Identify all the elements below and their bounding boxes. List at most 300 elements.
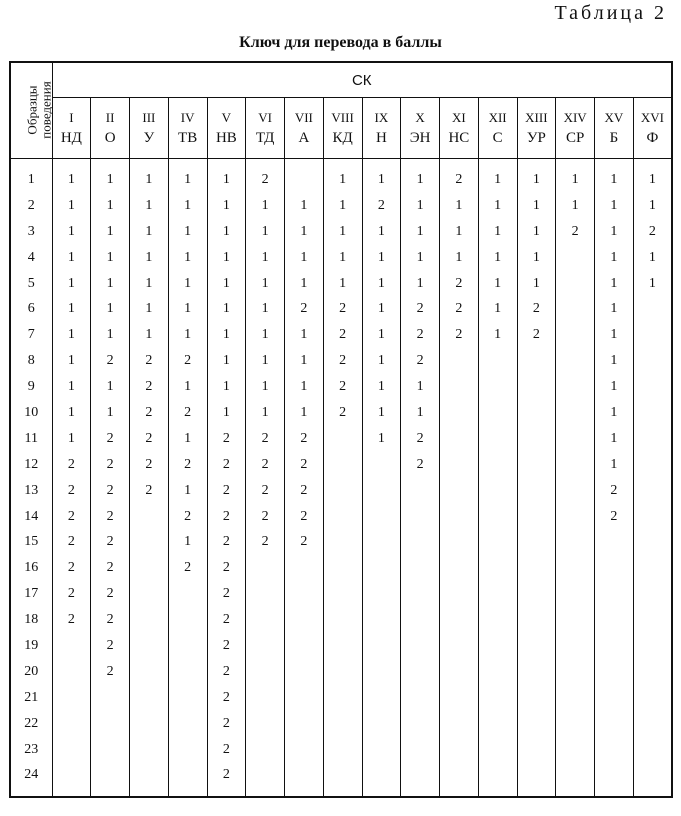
score-cell xyxy=(595,581,634,607)
scale-header xyxy=(168,98,207,159)
scale-number: XI xyxy=(452,110,466,125)
score-cell xyxy=(52,633,91,659)
score-cell: 2 xyxy=(91,581,130,607)
score-cell: 2 xyxy=(130,374,169,400)
scale-abbreviation: Ф xyxy=(646,130,659,146)
score-cell xyxy=(478,504,517,530)
score-cell xyxy=(130,504,169,530)
table-row xyxy=(10,193,672,219)
score-cell: 1 xyxy=(168,478,207,504)
score-cell xyxy=(401,711,440,737)
scale-abbreviation: КД xyxy=(332,130,353,146)
score-cell xyxy=(595,555,634,581)
scale-number: IX xyxy=(374,110,389,125)
score-cell xyxy=(130,529,169,555)
score-cell: 2 xyxy=(246,504,285,530)
score-cell: 1 xyxy=(595,245,634,271)
score-cell: 1 xyxy=(168,193,207,219)
score-cell: 1 xyxy=(440,245,479,271)
score-cell: 2 xyxy=(52,529,91,555)
score-cell: 1 xyxy=(285,193,324,219)
scale-abbreviation: НД xyxy=(60,130,82,146)
score-cell: 2 xyxy=(168,555,207,581)
scale-number: V xyxy=(221,110,232,125)
scale-header xyxy=(595,98,634,159)
score-cell: 1 xyxy=(595,167,634,193)
scale-header xyxy=(246,98,285,159)
table-row xyxy=(10,607,672,633)
table-row xyxy=(10,737,672,763)
score-cell: 2 xyxy=(246,426,285,452)
score-cell: 1 xyxy=(52,219,91,245)
scale-header xyxy=(323,98,362,159)
score-cell: 1 xyxy=(52,245,91,271)
score-cell: 2 xyxy=(91,348,130,374)
behavior-sample-number: 1 xyxy=(10,167,52,193)
score-cell xyxy=(633,348,672,374)
score-cell: 1 xyxy=(362,322,401,348)
behavior-sample-number: 23 xyxy=(10,737,52,763)
score-cell xyxy=(440,633,479,659)
table-row xyxy=(10,322,672,348)
scale-abbreviation: ЭН xyxy=(409,130,431,146)
table-row xyxy=(10,271,672,297)
score-cell xyxy=(362,529,401,555)
score-cell: 1 xyxy=(517,219,556,245)
score-cell xyxy=(556,607,595,633)
score-cell xyxy=(362,452,401,478)
score-cell xyxy=(633,452,672,478)
score-cell: 1 xyxy=(246,245,285,271)
score-cell: 2 xyxy=(556,219,595,245)
behavior-sample-number: 11 xyxy=(10,426,52,452)
score-cell: 2 xyxy=(91,555,130,581)
score-cell xyxy=(478,478,517,504)
behavior-sample-number: 18 xyxy=(10,607,52,633)
score-cell xyxy=(633,504,672,530)
score-cell xyxy=(362,711,401,737)
score-cell xyxy=(633,685,672,711)
score-cell xyxy=(478,659,517,685)
score-cell xyxy=(517,555,556,581)
score-cell xyxy=(440,659,479,685)
score-cell: 1 xyxy=(168,219,207,245)
score-cell xyxy=(633,555,672,581)
score-cell: 2 xyxy=(168,400,207,426)
score-cell: 1 xyxy=(595,271,634,297)
score-cell: 1 xyxy=(91,400,130,426)
score-cell: 1 xyxy=(323,245,362,271)
score-cell xyxy=(362,504,401,530)
score-cell: 2 xyxy=(130,400,169,426)
score-cell xyxy=(401,581,440,607)
score-cell: 1 xyxy=(478,167,517,193)
score-cell: 1 xyxy=(595,219,634,245)
scale-number: IV xyxy=(180,110,195,125)
score-cell: 2 xyxy=(285,504,324,530)
score-cell: 2 xyxy=(517,322,556,348)
score-cell: 1 xyxy=(91,271,130,297)
score-cell: 2 xyxy=(130,478,169,504)
score-cell: 2 xyxy=(440,322,479,348)
score-cell xyxy=(440,348,479,374)
score-cell xyxy=(440,426,479,452)
score-cell xyxy=(478,607,517,633)
score-cell xyxy=(91,711,130,737)
score-cell xyxy=(556,374,595,400)
scale-number: XVI xyxy=(640,110,664,125)
scale-header xyxy=(478,98,517,159)
row-header-corner xyxy=(10,62,52,159)
score-cell: 1 xyxy=(556,193,595,219)
score-cell: 1 xyxy=(246,193,285,219)
score-cell xyxy=(517,478,556,504)
behavior-sample-number: 10 xyxy=(10,400,52,426)
score-cell xyxy=(362,581,401,607)
score-cell: 1 xyxy=(52,400,91,426)
table-row xyxy=(10,711,672,737)
score-cell xyxy=(401,762,440,788)
score-cell xyxy=(517,504,556,530)
scale-abbreviation: О xyxy=(104,130,116,146)
score-cell xyxy=(556,504,595,530)
score-cell: 2 xyxy=(285,296,324,322)
table-row xyxy=(10,478,672,504)
score-cell xyxy=(285,607,324,633)
scale-header xyxy=(401,98,440,159)
score-cell xyxy=(517,762,556,788)
score-cell xyxy=(130,659,169,685)
score-cell xyxy=(633,711,672,737)
scale-header xyxy=(517,98,556,159)
score-cell: 1 xyxy=(168,322,207,348)
score-cell xyxy=(323,478,362,504)
score-cell: 2 xyxy=(595,504,634,530)
score-cell: 1 xyxy=(130,296,169,322)
score-cell xyxy=(130,685,169,711)
score-cell xyxy=(556,581,595,607)
score-cell: 2 xyxy=(207,685,246,711)
table-row xyxy=(10,504,672,530)
score-cell: 1 xyxy=(207,374,246,400)
scale-header xyxy=(285,98,324,159)
score-cell: 1 xyxy=(323,219,362,245)
score-cell: 1 xyxy=(246,219,285,245)
score-cell: 1 xyxy=(207,348,246,374)
score-cell xyxy=(556,271,595,297)
scale-header xyxy=(52,98,91,159)
score-cell xyxy=(285,581,324,607)
score-cell: 1 xyxy=(362,296,401,322)
score-cell: 2 xyxy=(207,659,246,685)
score-cell xyxy=(52,737,91,763)
score-cell: 1 xyxy=(207,322,246,348)
behavior-sample-number: 21 xyxy=(10,685,52,711)
behavior-sample-number: 12 xyxy=(10,452,52,478)
table-row xyxy=(10,762,672,788)
score-cell xyxy=(401,685,440,711)
score-cell: 1 xyxy=(246,271,285,297)
score-cell xyxy=(556,452,595,478)
scale-abbreviation: НС xyxy=(448,130,470,146)
score-cell xyxy=(556,478,595,504)
score-cell xyxy=(633,737,672,763)
corner-line-2: поведения xyxy=(38,80,54,139)
score-cell: 1 xyxy=(91,193,130,219)
scale-header xyxy=(440,98,479,159)
behavior-sample-number: 6 xyxy=(10,296,52,322)
score-cell: 1 xyxy=(168,167,207,193)
score-cell: 1 xyxy=(401,400,440,426)
score-cell xyxy=(52,659,91,685)
score-cell xyxy=(323,607,362,633)
score-cell xyxy=(91,685,130,711)
score-cell: 1 xyxy=(595,322,634,348)
score-cell: 2 xyxy=(207,762,246,788)
score-cell xyxy=(517,633,556,659)
scale-abbreviation: У xyxy=(143,130,155,146)
score-cell xyxy=(52,762,91,788)
score-cell xyxy=(633,322,672,348)
score-cell xyxy=(323,426,362,452)
score-cell: 2 xyxy=(207,737,246,763)
score-cell: 1 xyxy=(168,529,207,555)
score-cell: 2 xyxy=(517,296,556,322)
score-cell: 1 xyxy=(130,245,169,271)
score-cell xyxy=(168,659,207,685)
table-row xyxy=(10,400,672,426)
table-body xyxy=(10,159,672,798)
score-cell: 2 xyxy=(285,478,324,504)
score-cell: 2 xyxy=(246,452,285,478)
score-cell: 1 xyxy=(362,348,401,374)
score-cell: 2 xyxy=(91,607,130,633)
score-cell: 1 xyxy=(362,167,401,193)
score-cell xyxy=(517,685,556,711)
score-cell xyxy=(633,374,672,400)
score-cell xyxy=(517,400,556,426)
score-cell xyxy=(556,659,595,685)
table-row xyxy=(10,296,672,322)
score-cell xyxy=(440,607,479,633)
score-cell: 1 xyxy=(633,167,672,193)
score-cell xyxy=(440,452,479,478)
score-cell: 1 xyxy=(246,400,285,426)
score-cell xyxy=(401,659,440,685)
score-cell: 1 xyxy=(595,426,634,452)
score-cell: 1 xyxy=(130,219,169,245)
score-cell xyxy=(595,607,634,633)
score-cell xyxy=(517,607,556,633)
scale-abbreviation: СР xyxy=(565,130,585,146)
score-cell xyxy=(323,737,362,763)
score-cell xyxy=(130,607,169,633)
score-cell: 2 xyxy=(246,478,285,504)
score-cell xyxy=(323,659,362,685)
score-cell: 1 xyxy=(52,271,91,297)
score-cell xyxy=(556,348,595,374)
score-cell: 2 xyxy=(323,374,362,400)
score-cell: 2 xyxy=(207,452,246,478)
score-cell: 1 xyxy=(595,193,634,219)
score-cell xyxy=(478,426,517,452)
scale-number: XIII xyxy=(525,110,548,125)
score-cell xyxy=(168,737,207,763)
score-cell xyxy=(323,555,362,581)
table-row xyxy=(10,245,672,271)
score-cell xyxy=(246,762,285,788)
table-row xyxy=(10,685,672,711)
behavior-sample-number: 8 xyxy=(10,348,52,374)
score-cell xyxy=(478,529,517,555)
scale-header xyxy=(556,98,595,159)
score-cell xyxy=(130,581,169,607)
score-cell xyxy=(633,659,672,685)
score-cell: 2 xyxy=(285,452,324,478)
score-cell: 2 xyxy=(207,581,246,607)
table-label: Таблица 2 xyxy=(554,2,667,24)
score-cell: 1 xyxy=(91,219,130,245)
score-cell xyxy=(168,711,207,737)
score-cell: 1 xyxy=(362,374,401,400)
score-cell xyxy=(517,452,556,478)
scale-abbreviation: С xyxy=(492,130,503,146)
score-cell: 2 xyxy=(401,296,440,322)
score-cell: 1 xyxy=(207,296,246,322)
score-cell xyxy=(246,607,285,633)
score-cell: 1 xyxy=(478,296,517,322)
score-cell: 1 xyxy=(285,322,324,348)
scale-number: X xyxy=(415,110,425,125)
score-cell: 2 xyxy=(440,271,479,297)
table-title: Ключ для перевода в баллы xyxy=(239,34,442,51)
score-cell: 1 xyxy=(91,245,130,271)
score-cell xyxy=(285,685,324,711)
score-cell: 1 xyxy=(362,426,401,452)
score-cell: 1 xyxy=(440,219,479,245)
score-cell: 1 xyxy=(323,167,362,193)
score-cell: 1 xyxy=(207,193,246,219)
score-cell xyxy=(440,478,479,504)
score-cell: 2 xyxy=(52,607,91,633)
scale-header-row xyxy=(10,98,672,159)
score-cell: 2 xyxy=(91,504,130,530)
score-cell: 1 xyxy=(401,167,440,193)
score-cell xyxy=(285,633,324,659)
score-cell: 1 xyxy=(633,245,672,271)
group-header-sk: СК xyxy=(52,62,672,98)
score-cell xyxy=(285,659,324,685)
score-cell: 2 xyxy=(91,478,130,504)
score-cell: 1 xyxy=(207,400,246,426)
table-row xyxy=(10,529,672,555)
score-cell xyxy=(362,478,401,504)
score-cell xyxy=(478,555,517,581)
score-cell xyxy=(52,711,91,737)
scale-abbreviation: ТД xyxy=(255,130,275,146)
behavior-sample-number: 2 xyxy=(10,193,52,219)
score-cell: 1 xyxy=(478,271,517,297)
score-cell xyxy=(595,711,634,737)
score-cell: 1 xyxy=(556,167,595,193)
score-cell xyxy=(595,685,634,711)
score-cell: 1 xyxy=(52,296,91,322)
score-cell xyxy=(556,711,595,737)
score-cell xyxy=(595,762,634,788)
score-cell: 1 xyxy=(517,271,556,297)
behavior-sample-number: 20 xyxy=(10,659,52,685)
score-cell xyxy=(285,167,324,193)
score-cell xyxy=(401,504,440,530)
score-cell: 2 xyxy=(207,711,246,737)
score-cell xyxy=(362,555,401,581)
behavior-sample-number: 22 xyxy=(10,711,52,737)
scale-header xyxy=(130,98,169,159)
score-cell xyxy=(595,659,634,685)
score-cell xyxy=(478,737,517,763)
score-cell xyxy=(285,555,324,581)
score-cell xyxy=(52,685,91,711)
score-cell xyxy=(323,711,362,737)
score-cell xyxy=(323,633,362,659)
score-cell xyxy=(556,633,595,659)
score-cell: 2 xyxy=(91,659,130,685)
score-cell: 1 xyxy=(130,271,169,297)
score-cell: 1 xyxy=(52,322,91,348)
score-cell xyxy=(633,529,672,555)
score-cell xyxy=(595,737,634,763)
score-cell xyxy=(323,685,362,711)
score-cell xyxy=(130,711,169,737)
behavior-sample-number: 9 xyxy=(10,374,52,400)
score-cell: 1 xyxy=(130,193,169,219)
scale-number: VIII xyxy=(331,110,354,125)
score-cell: 1 xyxy=(517,167,556,193)
score-cell xyxy=(517,581,556,607)
score-cell xyxy=(517,711,556,737)
scale-abbreviation: НВ xyxy=(215,130,237,146)
table-row xyxy=(10,452,672,478)
score-cell xyxy=(633,478,672,504)
score-cell: 2 xyxy=(91,426,130,452)
score-cell xyxy=(556,296,595,322)
behavior-sample-number: 13 xyxy=(10,478,52,504)
score-cell xyxy=(285,737,324,763)
score-cell xyxy=(323,529,362,555)
score-cell: 1 xyxy=(595,374,634,400)
score-cell xyxy=(440,529,479,555)
score-cell xyxy=(246,737,285,763)
behavior-sample-number: 15 xyxy=(10,529,52,555)
score-cell: 2 xyxy=(91,452,130,478)
score-cell: 2 xyxy=(207,504,246,530)
score-cell: 1 xyxy=(285,271,324,297)
score-cell xyxy=(517,374,556,400)
score-cell: 2 xyxy=(207,478,246,504)
score-cell xyxy=(285,762,324,788)
table-row xyxy=(10,167,672,193)
score-cell: 2 xyxy=(91,633,130,659)
score-cell: 1 xyxy=(401,271,440,297)
score-cell xyxy=(633,581,672,607)
score-cell: 2 xyxy=(91,529,130,555)
score-cell: 2 xyxy=(362,193,401,219)
score-cell: 2 xyxy=(401,426,440,452)
score-cell: 2 xyxy=(168,452,207,478)
score-cell xyxy=(168,581,207,607)
score-cell xyxy=(285,711,324,737)
score-cell xyxy=(517,348,556,374)
